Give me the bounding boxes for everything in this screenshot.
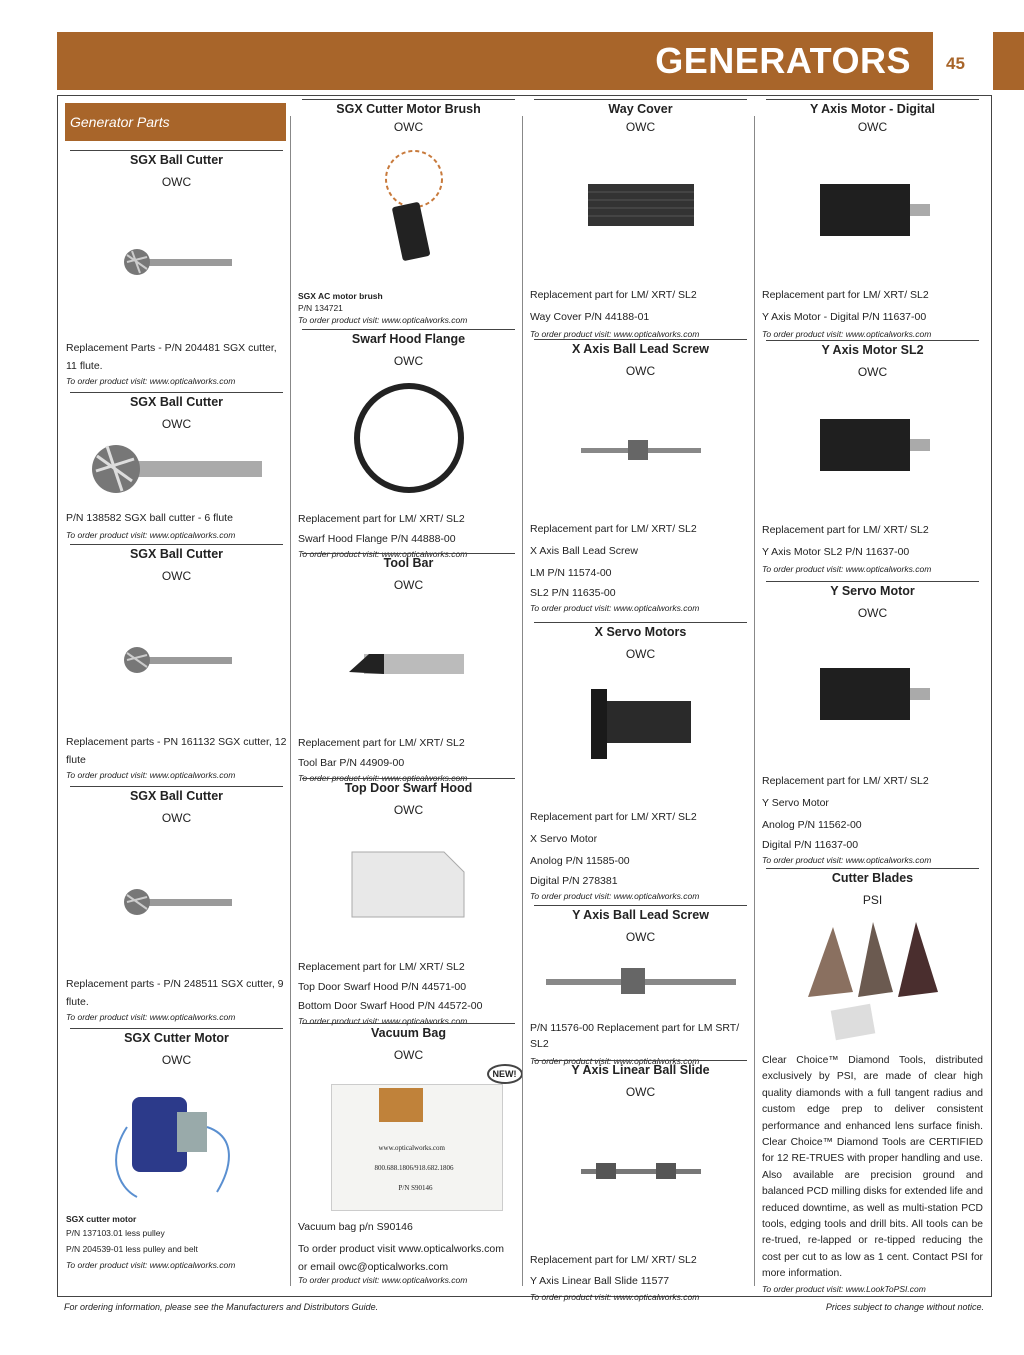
- product-vendor: OWC: [625, 1085, 656, 1099]
- order-link[interactable]: To order product visit: www.opticalworks.com: [66, 376, 236, 386]
- product-desc: Top Door Swarf Hood P/N 44571-00: [298, 981, 467, 993]
- product-title: SGX Cutter Motor Brush: [336, 102, 481, 116]
- product-vendor: OWC: [393, 578, 424, 592]
- product-desc: Anolog P/N 11562-00: [762, 819, 862, 831]
- product-title: SGX Cutter Motor: [124, 1031, 229, 1045]
- ball-cutter-image: [112, 825, 242, 975]
- order-link[interactable]: To order product visit: www.opticalworks.com: [530, 603, 700, 613]
- product-title: X Servo Motors: [594, 625, 687, 639]
- product-vendor: OWC: [161, 175, 192, 189]
- product-desc: X Servo Motor: [530, 833, 598, 845]
- product-vendor: OWC: [393, 803, 424, 817]
- bag-label: www.opticalworks.com: [378, 1144, 445, 1152]
- bag-label: 800.688.1806/918.682.1806: [374, 1164, 454, 1172]
- product-desc: P/N 204539-01 less pulley and belt: [66, 1244, 198, 1254]
- order-link[interactable]: To order product visit: www.opticalworks.com: [762, 564, 932, 574]
- order-link[interactable]: To order product visit: www.opticalworks.com: [298, 549, 468, 559]
- order-link[interactable]: To order product visit: www.opticalworks.com: [298, 1275, 468, 1285]
- product-vacuum-bag: [298, 1023, 519, 1286]
- product-title: Vacuum Bag: [370, 1026, 447, 1040]
- column-3: [522, 96, 754, 1302]
- product-desc: Anolog P/N 11585-00: [530, 855, 630, 867]
- section-label: Generator Parts: [65, 103, 286, 141]
- product-desc: Replacement part for LM/ XRT/ SL2: [530, 811, 697, 823]
- product-vendor: OWC: [625, 364, 656, 378]
- product-title: SGX Ball Cutter: [129, 153, 224, 167]
- product-desc: Replacement part for LM/ XRT/ SL2: [298, 737, 465, 749]
- product-desc: SGX AC motor brush: [298, 291, 383, 301]
- product-vendor: OWC: [393, 120, 424, 134]
- product-desc: P/N 11576-00 Replacement part for LM SRT/ SL2: [530, 1022, 740, 1050]
- product-title: Y Axis Ball Lead Screw: [572, 908, 709, 922]
- product-title: SGX Ball Cutter: [129, 547, 224, 561]
- product-desc: Replacement part for LM/ XRT/ SL2: [762, 524, 929, 536]
- product-title: Y Axis Linear Ball Slide: [571, 1063, 710, 1077]
- product-top-door-swarf-hood: [298, 778, 519, 1027]
- order-link[interactable]: To order product visit: www.opticalworks.com: [298, 773, 468, 783]
- product-desc: Replacement part for LM/ XRT/ SL2: [530, 289, 697, 301]
- product-title: X Axis Ball Lead Screw: [571, 342, 710, 356]
- order-link[interactable]: To order product visit: www.opticalworks.com: [298, 1016, 468, 1026]
- product-vendor: OWC: [393, 1048, 424, 1062]
- footer-left: For ordering information, please see the Manufacturers and Distributors Guide.: [64, 1302, 379, 1312]
- product-desc: Y Servo Motor: [762, 797, 829, 809]
- column-2: [290, 96, 522, 1291]
- order-link[interactable]: To order product visit: www.opticalworks.com: [66, 1260, 236, 1270]
- tool-bar-image: [344, 592, 474, 732]
- ball-cutter-image: [112, 583, 242, 733]
- servo-motor-image: [576, 661, 706, 806]
- product-vendor: OWC: [625, 647, 656, 661]
- column-1: [58, 96, 290, 1291]
- product-desc: Way Cover P/N 44188-01: [530, 311, 650, 323]
- product-vendor: PSI: [862, 893, 883, 907]
- product-desc: To order product visit www.opticalworks.com: [298, 1243, 504, 1255]
- vacuum-bag-image: [309, 1062, 517, 1212]
- product-swarf-hood-flange: [298, 329, 519, 560]
- motor-image: [808, 379, 938, 519]
- linear-slide-image: [576, 1099, 706, 1249]
- motor-brush-image: [359, 134, 459, 286]
- product-sgx-cutter-motor: [66, 1028, 287, 1273]
- product-y-axis-motor-digital: [762, 99, 983, 340]
- product-sgx-ball-cutter-3: [66, 544, 287, 781]
- product-cutter-motor-brush: [298, 99, 519, 326]
- cutter-blades-image: [798, 907, 948, 1053]
- product-desc: Vacuum bag p/n S90146: [298, 1221, 413, 1233]
- product-title: Cutter Blades: [831, 871, 914, 885]
- product-desc: or email owc@opticalworks.com: [298, 1261, 449, 1273]
- product-desc: Swarf Hood Flange P/N 44888-00: [298, 533, 456, 545]
- product-desc: SL2 P/N 11635-00: [530, 587, 616, 599]
- product-vendor: OWC: [161, 417, 192, 431]
- product-x-servo-motors: [530, 622, 751, 902]
- page-number: 45: [946, 54, 965, 73]
- header-bar: [57, 32, 933, 90]
- product-y-servo-motor: [762, 581, 983, 866]
- product-vendor: OWC: [161, 1053, 192, 1067]
- product-desc: Bottom Door Swarf Hood P/N 44572-00: [298, 1000, 483, 1012]
- product-sgx-ball-cutter-1: [66, 150, 287, 387]
- product-sgx-ball-cutter-4: [66, 786, 287, 1023]
- product-desc: Y Axis Motor - Digital P/N 11637-00: [762, 311, 927, 323]
- order-link[interactable]: To order product visit: www.LookToPSI.com: [762, 1283, 926, 1294]
- product-y-axis-linear-ball-slide: [530, 1060, 751, 1303]
- order-link[interactable]: To order product visit: www.opticalworks.com: [66, 770, 236, 780]
- product-desc: Tool Bar P/N 44909-00: [298, 757, 405, 769]
- product-vendor: OWC: [625, 120, 656, 134]
- product-desc: LM P/N 11574-00: [530, 567, 612, 579]
- product-vendor: OWC: [857, 120, 888, 134]
- footer-right: Prices subject to change without notice.: [825, 1302, 984, 1312]
- product-y-axis-motor-sl2: [762, 340, 983, 575]
- motor-image: [808, 134, 938, 284]
- order-link[interactable]: To order product visit: www.opticalworks.com: [762, 329, 932, 339]
- way-cover-image: [576, 134, 706, 284]
- product-title: SGX Ball Cutter: [129, 789, 224, 803]
- order-link[interactable]: To order product visit: www.opticalworks.com: [530, 891, 700, 901]
- product-title: Y Servo Motor: [830, 584, 915, 598]
- product-vendor: OWC: [857, 606, 888, 620]
- product-desc: Replacement part for LM/ XRT/ SL2: [298, 513, 465, 525]
- page-title: GENERATORS: [655, 40, 911, 81]
- product-desc: Replacement Parts - P/N 204481 SGX cutter, 11 flute.: [66, 342, 277, 372]
- product-title: Swarf Hood Flange: [351, 332, 466, 346]
- product-desc: Replacement parts - P/N 248511 SGX cutter, 9 flute.: [66, 978, 284, 1008]
- product-x-axis-ball-lead-screw: [530, 339, 751, 614]
- order-link[interactable]: To order product visit: www.opticalworks.com: [530, 329, 700, 339]
- product-title: Way Cover: [608, 102, 673, 116]
- ball-cutter-image: [82, 431, 272, 507]
- ball-cutter-image: [112, 189, 242, 339]
- product-vendor: OWC: [393, 354, 424, 368]
- product-title: Tool Bar: [383, 556, 434, 570]
- swarf-hood-image: [344, 817, 474, 957]
- product-desc: Y Axis Linear Ball Slide 11577: [530, 1275, 670, 1287]
- product-title: Top Door Swarf Hood: [344, 781, 473, 795]
- product-desc: P/N 137103.01 less pulley: [66, 1228, 165, 1238]
- product-vendor: OWC: [161, 569, 192, 583]
- product-desc: Y Axis Motor SL2 P/N 11637-00: [762, 546, 910, 558]
- product-desc: Replacement part for LM/ XRT/ SL2: [298, 961, 465, 973]
- product-desc: Replacement part for LM/ XRT/ SL2: [762, 289, 929, 301]
- product-desc: X Axis Ball Lead Screw: [530, 545, 638, 557]
- order-link[interactable]: To order product visit: www.opticalworks.com: [298, 315, 468, 325]
- product-desc: SGX cutter motor: [66, 1214, 137, 1224]
- order-link[interactable]: To order product visit: www.opticalworks.com: [762, 855, 932, 865]
- product-cutter-blades: [762, 868, 983, 1295]
- product-vendor: OWC: [857, 365, 888, 379]
- product-vendor: OWC: [625, 930, 656, 944]
- header-tab: [993, 32, 1024, 90]
- product-desc: Digital P/N 278381: [530, 875, 618, 887]
- product-desc: P/N 138582 SGX ball cutter - 6 flute: [66, 512, 233, 524]
- lead-screw-image: [541, 944, 741, 1020]
- product-title: Y Axis Motor - Digital: [809, 102, 935, 116]
- product-desc: Clear Choice™ Diamond Tools, distributed exclusively by PSI, are made of clear high quality diamonds with a full tangent radius and custom edge prep to deliver consistent performance and enhanced lens surface finish. Clear Choice™ Diamond Tools are CERTIFIED for 12 RE-TRUES with proper handling and use. Also available are precision ground and balanced PCD milling disks for extended life and reduced downtime, as well as multi-station PCD tools, edging tools and drill bits. All tools can be re-trued, re-lapped or re-tipped reducing the cost per cut to as low as 1 cent. Contact PSI for more information.: [762, 1055, 983, 1280]
- flange-image: [349, 368, 469, 508]
- product-desc: P/N 134721: [298, 303, 343, 313]
- product-desc: Replacement part for LM/ XRT/ SL2: [530, 523, 697, 535]
- new-badge: NEW!: [487, 1064, 523, 1084]
- bag-label: P/N S90146: [398, 1184, 433, 1192]
- order-link[interactable]: To order product visit: www.opticalworks.com: [530, 1056, 700, 1066]
- product-title: SGX Ball Cutter: [129, 395, 224, 409]
- product-tool-bar: [298, 553, 519, 784]
- product-desc: Replacement part for LM/ XRT/ SL2: [530, 1254, 697, 1266]
- lead-screw-image: [576, 378, 706, 518]
- product-desc: Digital P/N 11637-00: [762, 839, 859, 851]
- product-desc: Replacement part for LM/ XRT/ SL2: [762, 775, 929, 787]
- cutter-motor-image: [107, 1067, 247, 1207]
- product-vendor: OWC: [161, 811, 192, 825]
- order-link[interactable]: To order product visit: www.opticalworks.com: [66, 1012, 236, 1022]
- product-title: Y Axis Motor SL2: [821, 343, 924, 357]
- product-way-cover: [530, 99, 751, 340]
- product-desc: Replacement parts - PN 161132 SGX cutter, 12 flute: [66, 736, 287, 766]
- product-y-axis-ball-lead-screw: [530, 905, 751, 1067]
- order-link[interactable]: To order product visit: www.opticalworks.com: [530, 1292, 700, 1302]
- column-4: [754, 96, 990, 1294]
- motor-image: [808, 620, 938, 770]
- content-frame: [57, 95, 992, 1302]
- product-sgx-ball-cutter-2: [66, 392, 287, 541]
- order-link[interactable]: To order product visit: www.opticalworks.com: [66, 530, 236, 540]
